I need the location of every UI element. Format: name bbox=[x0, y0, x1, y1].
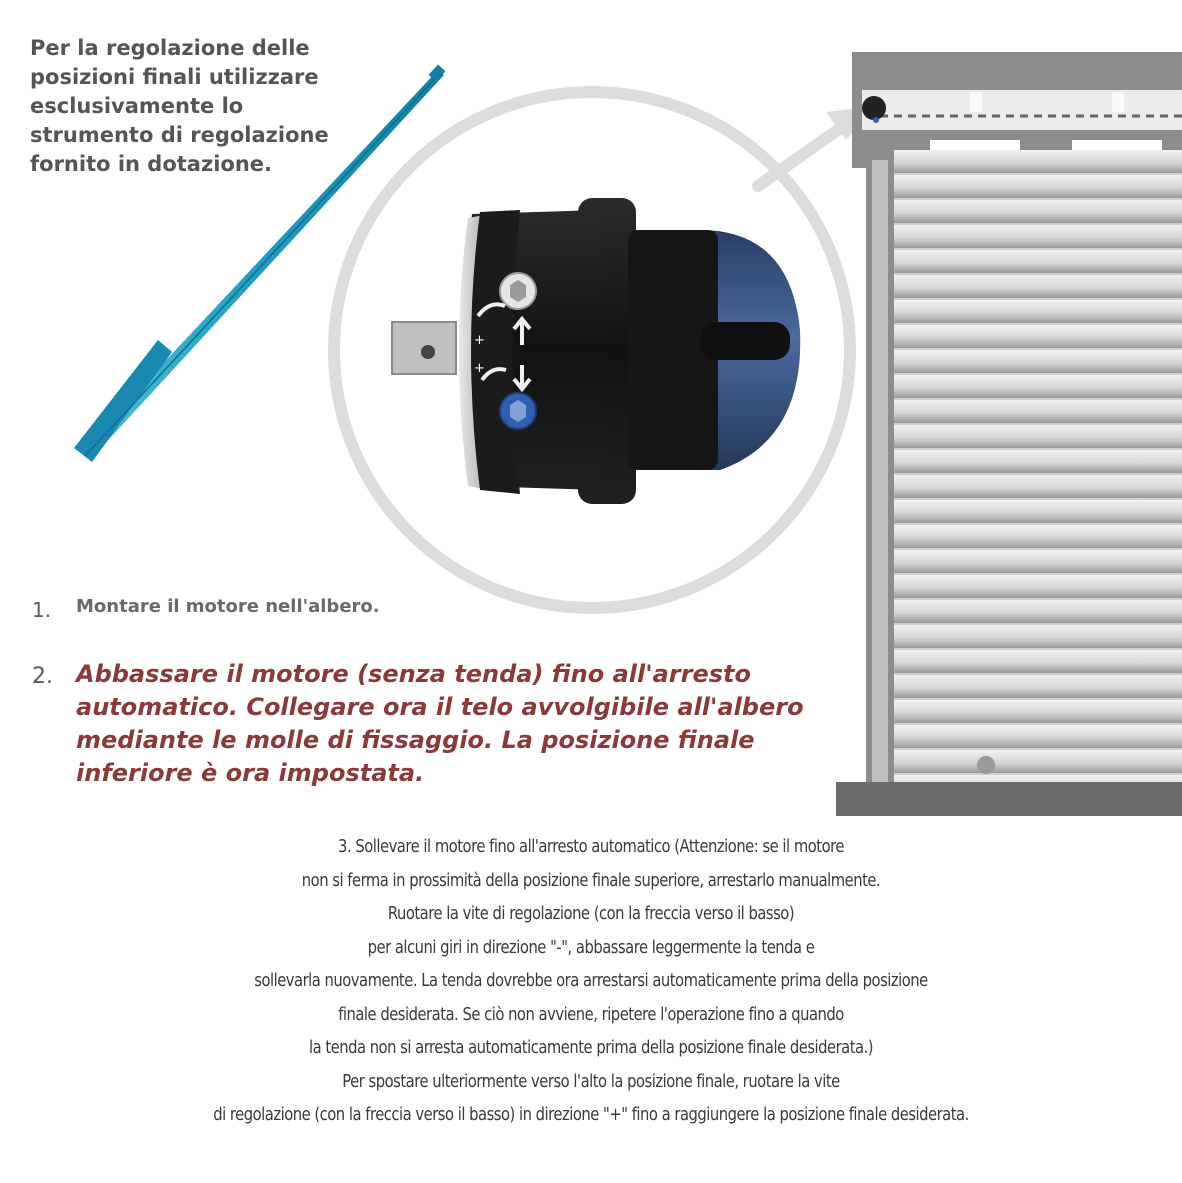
shutter-slat bbox=[894, 175, 1182, 198]
step-3-line: Ruotare la vite di regolazione (con la freccia verso il basso) bbox=[387, 903, 795, 924]
shutter-slat bbox=[894, 400, 1182, 423]
step-3-line: per alcuni giri in direzione "-", abbassare leggermente la tenda e bbox=[367, 936, 815, 958]
shutter-slat bbox=[894, 525, 1182, 548]
shutter-slat bbox=[894, 150, 1182, 173]
plus-symbol-lower: + bbox=[474, 361, 485, 376]
step-3-line: Per spostare ulteriormente verso l'alto la posizione finale, ruotare la vite bbox=[342, 1070, 840, 1092]
shutter-slat bbox=[894, 375, 1182, 398]
roller-shutter-image bbox=[836, 52, 1182, 816]
shutter-slat bbox=[894, 325, 1182, 348]
step-3-paragraph bbox=[156, 830, 1027, 1132]
shutter-slat bbox=[894, 650, 1182, 673]
step-2-text: Abbassare il motore (senza tenda) fino all'arresto automatico. Collegare ora il telo avvolgibile all'albero mediante le molle di fissaggio. La posizione finale inferiore è ora impostata. bbox=[76, 660, 804, 787]
shutter-slat bbox=[894, 450, 1182, 473]
plus-symbol: + bbox=[474, 333, 485, 348]
shutter-slat bbox=[894, 250, 1182, 273]
step-3-line: 3. Sollevare il motore fino all'arresto automatico (Attenzione: se il motore bbox=[338, 836, 844, 857]
shutter-slat bbox=[894, 425, 1182, 448]
shutter-slat bbox=[894, 600, 1182, 623]
step-3-line: di regolazione (con la freccia verso il basso) in direzione "+" fino a raggiungere la posizione finale desiderata. bbox=[213, 1104, 969, 1125]
shutter-slat bbox=[894, 475, 1182, 498]
step-1-text: Montare il motore nell'albero. bbox=[76, 596, 380, 617]
step-3-line: finale desiderata. Se ciò non avviene, ripetere l'operazione fino a quando bbox=[338, 1003, 844, 1025]
step-3-line: la tenda non si arresta automaticamente prima della posizione finale desiderata.) bbox=[308, 1037, 874, 1058]
shutter-slat bbox=[894, 200, 1182, 223]
shutter-slat bbox=[894, 675, 1182, 698]
shutter-slat bbox=[894, 750, 1182, 773]
shutter-slat bbox=[894, 700, 1182, 723]
shutter-slat bbox=[894, 225, 1182, 248]
shutter-slat bbox=[894, 500, 1182, 523]
shutter-slat bbox=[894, 575, 1182, 598]
step-2-number: 2. bbox=[32, 664, 53, 689]
shutter-slat bbox=[894, 275, 1182, 298]
step-3-line: sollevarla nuovamente. La tenda dovrebbe ora arrestarsi automaticamente prima della posizione bbox=[254, 970, 928, 991]
shutter-slat bbox=[894, 625, 1182, 648]
step-1-number: 1. bbox=[32, 598, 52, 622]
shutter-slat bbox=[894, 550, 1182, 573]
step-3-line: non si ferma in prossimità della posizione finale superiore, arrestarlo manualmente. bbox=[301, 869, 881, 891]
shutter-slat bbox=[894, 725, 1182, 748]
shutter-slat bbox=[894, 300, 1182, 323]
intro-text: Per la regolazione delle posizioni finali utilizzare esclusivamente lo strumento di regolazione fornito in dotazione. bbox=[30, 36, 329, 176]
shutter-slat bbox=[894, 350, 1182, 373]
